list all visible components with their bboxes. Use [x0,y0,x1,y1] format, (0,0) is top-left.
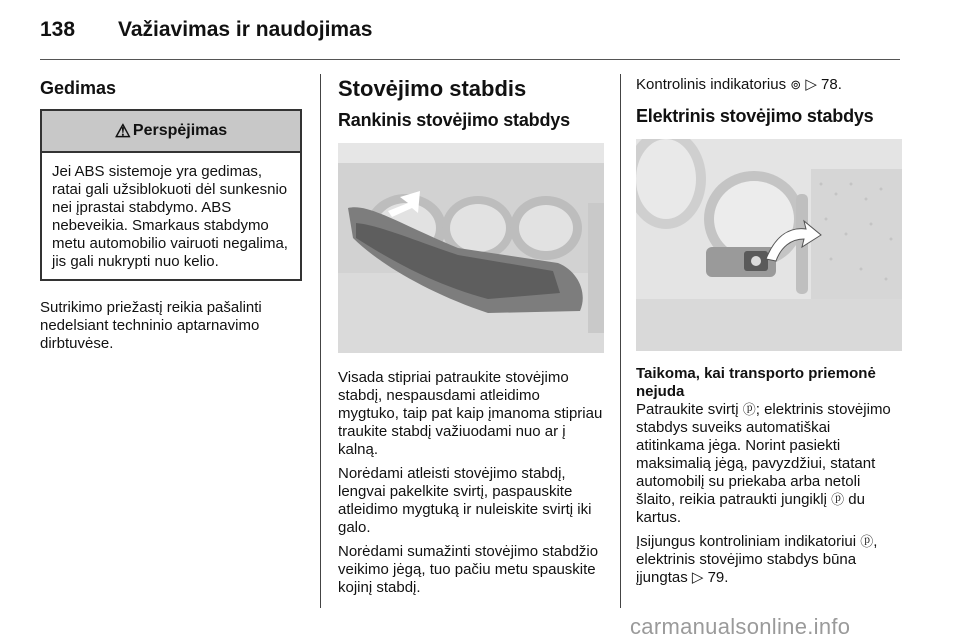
column-divider [620,74,621,608]
paragraph: Visada stipriai patraukite stovėjimo stabdį, nespausdami atleidimo mygtuko, taip pat kaip įmanoma stipriau traukite stabdį važiuodami nuo ar į kalną. [338,369,603,458]
column-divider [320,74,321,608]
indicator-text: Kontrolinis indikatorius [636,76,787,93]
subheading-electric-brake: Elektrinis stovėjimo stabdys [636,106,874,126]
text-span: , elektrinis stovėjimo stabdys būna įjungtas [636,533,878,586]
text-span: Patraukite svirtį [636,401,739,418]
page-ref: 78. [821,76,842,93]
page-ref-icon: ▷ [691,569,704,586]
section-heading-gedimas: Gedimas [40,78,117,98]
text-span: du kartus. [636,491,865,526]
bold-lead: Taikoma, kai transporto priemonė nejuda [636,365,876,400]
text-span: Įsijungus kontroliniam indikatoriui [636,533,857,550]
warning-header [42,111,300,153]
text-span: ; elektrinis stovėjimo stabdys suveiks automatiškai atitinkama jėga. Norint pasiekti maksimalią jėgą, pavyzdžiui, statant automobilį su priekaba arba netoli šlaito, reikia patraukti jungiklį [636,401,891,508]
paragraph: Norėdami atleisti stovėjimo stabdį, lengvai pakelkite svirtį, paspauskite atleidimo mygtuką ir nuleiskite svirtį iki galo. [338,465,592,536]
paragraph [636,401,902,527]
page-number: 138 [40,18,76,41]
brake-indicator-icon: ⊚ [790,77,802,92]
warning-title: Perspėjimas [132,122,228,139]
header-divider [40,59,900,60]
column-3 [636,74,902,593]
page-ref-icon: ▷ [805,76,817,93]
parking-brake-symbol-icon: ⓟ [860,534,874,549]
parking-brake-symbol-icon: ⓟ [831,492,845,507]
parking-brake-symbol-icon: ⓟ [742,402,756,417]
paragraph: Sutrikimo priežastį reikia pašalinti nedelsiant techninio aptarnavimo dirbtuvėse. [40,299,262,352]
warning-text: Jei ABS sistemoje yra gedimas, ratai gali užsiblokuoti dėl sunkesnio nei įprastai stabdymo. ABS nebeveikia. Smarkaus stabdymo metu automobilio vairuoti negalima, jis gali nukrypti nuo kelio. [52,163,288,270]
watermark: carmanualsonline.info [630,614,851,639]
warning-box [40,109,302,281]
paragraph: Norėdami sumažinti stovėjimo stabdžio veikimo jėgą, tuo pačiu metu spauskite kojinį stabdį. [338,543,599,596]
page-ref: 79. [707,569,729,586]
column-2 [338,74,604,603]
page-title: Važiavimas ir naudojimas [118,18,373,41]
electric-parking-brake-switch-illustration [636,139,902,351]
paragraph [636,533,902,587]
column-1 [40,74,302,359]
handbrake-lever-illustration [338,143,604,353]
section-heading-parking-brake: Stovėjimo stabdis [338,76,527,101]
indicator-line [636,76,902,94]
subheading-manual-brake: Rankinis stovėjimo stabdys [338,110,570,130]
warning-triangle-icon: ⚠ [114,120,131,141]
